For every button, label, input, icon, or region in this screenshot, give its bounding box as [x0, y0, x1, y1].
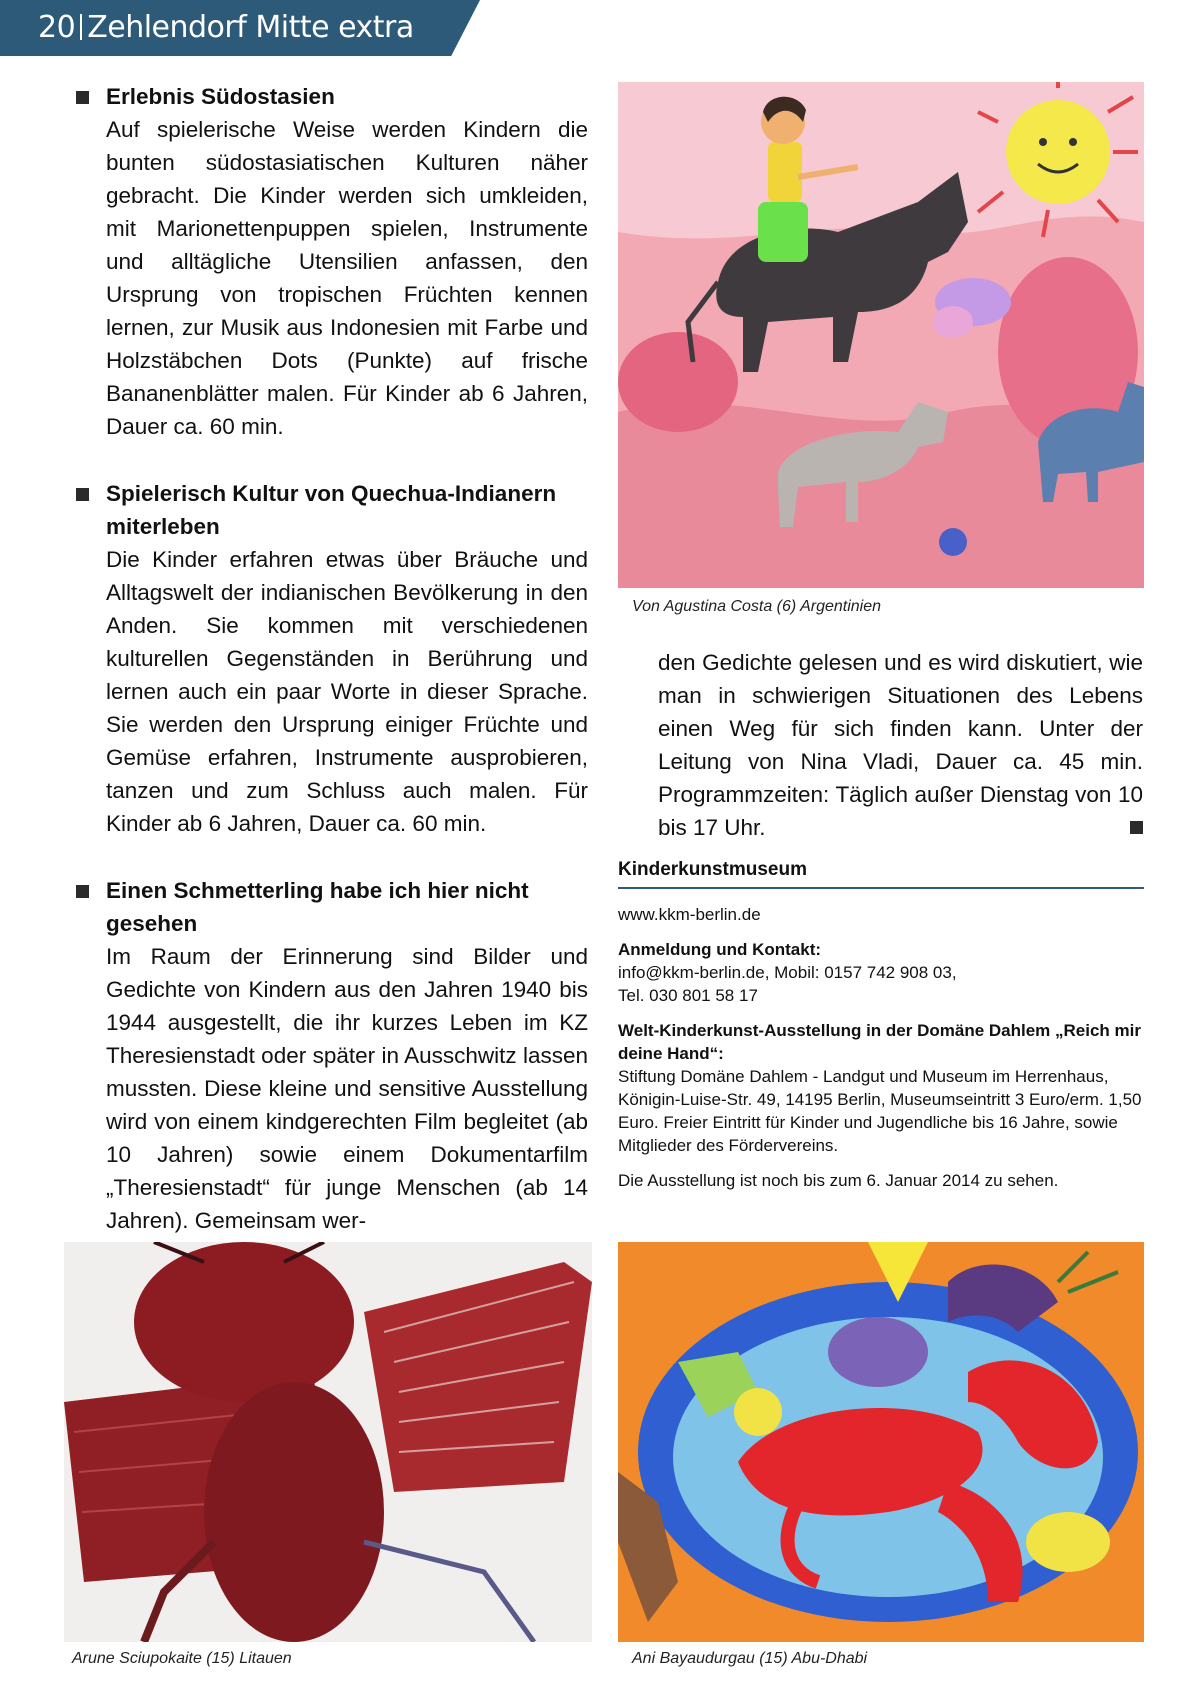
caption-bottom-right: Ani Bayaudurgau (15) Abu-Dhabi [632, 1650, 868, 1667]
bullet-square [76, 885, 89, 898]
contact-label: Anmeldung und Kontakt: [618, 940, 822, 959]
article-item [76, 80, 588, 443]
info-box [618, 858, 1144, 1204]
item-title: Spielerisch Kultur von Quechua-Indianern miterleben [106, 481, 557, 539]
bullet-square [76, 488, 89, 501]
exhibit-block [618, 1019, 1144, 1157]
contact-line2: Tel. 030 801 58 17 [618, 986, 758, 1005]
item-body: Im Raum der Erinnerung sind Bilder und Gedichte von Kindern aus den Jahren 1940 bis 1944 ausgestellt, die ihr kurzes Leben im KZ Theresienstadt oder später in Ausschwitz lassen mussten. Diese kleine und sensitive Ausstellung wird von einem kindgerechten Film begleitet (ab 10 Jahren) sowie einem Dokumentarfilm „Theresienstadt“ für junge Menschen (ab 14 Jahren). Gemeinsam wer- [106, 944, 588, 1233]
website-link[interactable]: www.kkm-berlin.de [618, 905, 761, 924]
item-body: Auf spielerische Weise werden Kindern die bunten südostasiatischen Kulturen näher gebracht. Die Kinder werden sich umkleiden, mit Marionettenpuppen spielen, Instrumente und alltägliche Utensilien anfassen, den Ursprung von tropischen Früchten kennen lernen, zur Musik aus Indonesien mit Farbe und Holzstäbchen Dots (Punkte) auf frische Bananenblätter malen. Für Kinder ab 6 Jahren, Dauer ca. 60 min. [106, 117, 588, 439]
painting-lobster-plate-art [618, 1242, 1144, 1642]
end-mark-square [1130, 821, 1143, 834]
section-header [38, 10, 414, 46]
header-separator [80, 14, 82, 40]
closing-note: Die Ausstellung ist noch bis zum 6. Januar 2014 zu sehen. [618, 1171, 1059, 1190]
caption-top-right: Von Agustina Costa (6) Argentinien [632, 598, 882, 615]
info-heading: Kinderkunstmuseum [618, 858, 1144, 889]
painting-donkey [618, 82, 1144, 588]
bullet-square [76, 91, 89, 104]
article-item [76, 477, 588, 840]
exhibit-title: Welt-Kinderkunst-Ausstellung in der Domäne Dahlem „Reich mir deine Hand“: [618, 1021, 1141, 1063]
painting-red-insect-art [64, 1242, 592, 1642]
item-body: Die Kinder erfahren etwas über Bräuche und Alltagswelt der indianischen Bevölkerung in den Anden. Sie kommen mit verschiedenen kulturellen Gegenständen in Berührung und lernen auch ein paar Worte in dieser Sprache. Sie werden den Ursprung einiger Früchte und Gemüse erfahren, Instrumente ausprobieren, tanzen und zum Schluss auch malen. Für Kinder ab 6 Jahren, Dauer ca. 60 min. [106, 547, 588, 836]
painting-donkey-art [618, 82, 1144, 588]
contact-line1: info@kkm-berlin.de, Mobil: 0157 742 908 03, [618, 963, 957, 982]
item-title: Erlebnis Südostasien [106, 84, 335, 109]
left-column [76, 80, 588, 1271]
article-item [76, 874, 588, 1237]
caption-bottom-left: Arune Sciupokaite (15) Litauen [72, 1650, 292, 1667]
painting-red-insect [64, 1242, 592, 1642]
exhibit-body: Stiftung Domäne Dahlem - Landgut und Museum im Herrenhaus, Königin-Luise-Str. 49, 14195 Berlin, Museumseintritt 3 Euro/erm. 1,50 Euro. Freier Eintritt für Kinder und Jugendliche bis 16 Jahre, sowie Mitglieder des Fördervereins. [618, 1067, 1142, 1155]
article-continuation [658, 646, 1143, 844]
continuation-text: den Gedichte gelesen und es wird diskutiert, wie man in schwierigen Situationen des Lebens einen Weg für sich finden kann. Unter der Leitung von Nina Vladi, Dauer ca. 45 min. Programmzeiten: Täglich außer Dienstag von 10 bis 17 Uhr. [658, 650, 1143, 840]
item-title: Einen Schmetterling habe ich hier nicht gesehen [106, 878, 529, 936]
painting-lobster-plate [618, 1242, 1144, 1642]
contact-block [618, 938, 1144, 1007]
page-number: 20 [38, 10, 76, 45]
section-title: Zehlendorf Mitte extra [87, 10, 414, 45]
